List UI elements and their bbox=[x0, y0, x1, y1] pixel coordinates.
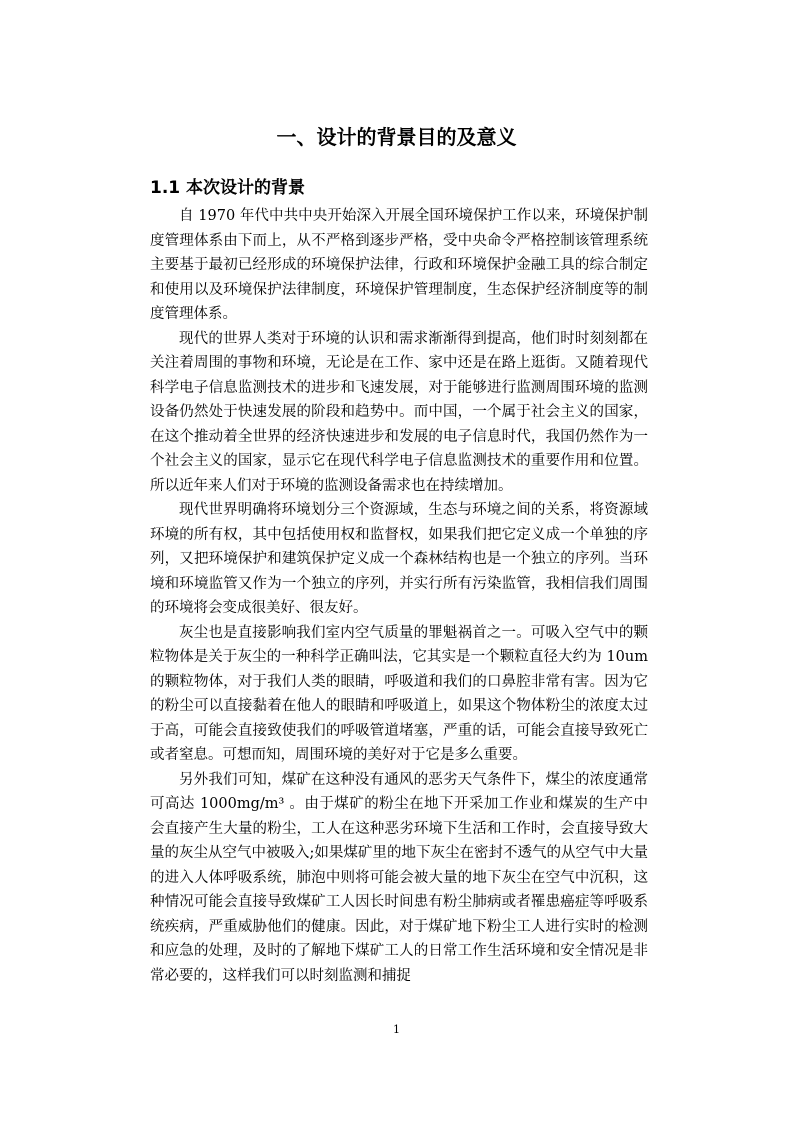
paragraph: 现代世界明确将环境划分三个资源域，生态与环境之间的关系，将资源域环境的所有权，其中包括使用权和监督权，如果我们把它定义成一个单独的序列，又把环境保护和建筑保护定义成一个森林结构也是一个独立的序列。当环境和环境监管又作为一个独立的序列，并实行所有污染监管，我相信我们周围的环境将会变成很美好、很友好。 bbox=[150, 502, 648, 616]
paragraph: 另外我们可知，煤矿在这种没有通风的恶劣天气条件下，煤尘的浓度通常可高达 1000mg/m³ 。由于煤矿的粉尘在地下开采加工作业和煤炭的生产中会直接产生大量的粉尘，工人在这种恶劣环境下生活和工作时，会直接导致大量的灰尘从空气中被吸入;如果煤矿里的地下灰尘在密封不透气的从空气中大量的进入人体呼吸系统，肺泡中则将可能会被大量的地下灰尘在空气中沉积，这种情况可能会直接导致煤矿工人因长时间患有粉尘肺病或者罹患癌症等呼吸系统疾病，严重威胁他们的健康。因此，对于煤矿地下粉尘工人进行实时的检测和应急的处理，及时的了解地下煤矿工人的日常工作生活环境和安全情况是非常必要的，这样我们可以时刻监测和捕捉 bbox=[150, 771, 648, 984]
page-number: 1 bbox=[393, 1023, 400, 1036]
section-title: 1.1 本次设计的背景 bbox=[150, 178, 306, 198]
paragraph: 现代的世界人类对于环境的认识和需求渐渐得到提高，他们时时刻刻都在关注着周围的事物和环境，无论是在工作、家中还是在路上逛街。又随着现代科学电子信息监测技术的进步和飞速发展，对于能够进行监测周围环境的监测设备仍然处于快速发展的阶段和趋势中。而中国，一个属于社会主义的国家，在这个推动着全世界的经济快速进步和发展的电子信息时代，我国仍然作为一个社会主义的国家，显示它在现代科学电子信息监测技术的重要作用和位置。所以近年来人们对于环境的监测设备需求也在持续增加。 bbox=[150, 330, 648, 494]
paragraph: 自 1970 年代中共中央开始深入开展全国环境保护工作以来，环境保护制度管理体系由下而上，从不严格到逐步严格，受中央命令严格控制该管理系统主要基于最初已经形成的环境保护法律，行政和环境保护金融工具的综合制定和使用以及环境保护法律制度，环境保护管理制度，生态保护经济制度等的制度管理体系。 bbox=[150, 208, 648, 322]
body-text bbox=[150, 204, 648, 988]
paragraph: 灰尘也是直接影响我们室内空气质量的罪魁祸首之一。可吸入空气中的颗粒物体是关于灰尘的一种科学正确叫法，它其实是一个颗粒直径大约为 10um 的颗粒物体，对于我们人类的眼睛，呼吸道和我们的口鼻腔非常有害。因为它的粉尘可以直接黏着在他人的眼睛和呼吸道上，如果这个物体粉尘的浓度太过于高，可能会直接致使我们的呼吸管道堵塞，严重的话，可能会直接导致死亡或者窒息。可想而知，周围环境的美好对于它是多么重要。 bbox=[150, 624, 648, 763]
chapter-title: 一、设计的背景目的及意义 bbox=[276, 125, 517, 149]
